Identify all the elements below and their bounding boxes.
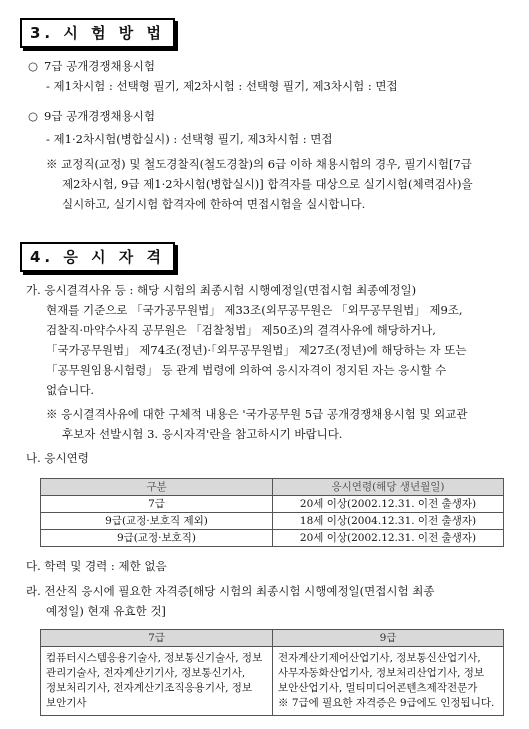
cert-line: 관리기술사, 전자계산기기사, 정보통신기사,	[46, 667, 246, 679]
table-cell	[41, 647, 273, 716]
cert-line: 보안산업기사, 멀티미디어콘텐츠제작전문가	[278, 682, 478, 694]
table-row	[41, 513, 504, 530]
item-9-grade-detail: - 제1·2차시험(병합실시) : 선택형 필기, 제3차시험 : 면접	[46, 132, 333, 146]
table-cell	[273, 647, 504, 716]
table-header-cell: 7급	[41, 630, 273, 647]
table-row	[41, 647, 504, 716]
cert-line: 사무자동화산업기사, 정보처리산업기사, 정보	[278, 667, 485, 679]
ra-line: 예정일) 현재 유효한 것]	[46, 604, 166, 618]
section-4-title: 4. 응 시 자 격	[20, 242, 175, 272]
ga-line: 「국가공무원법」 제74조(정년)·「외무공무원법」 제27조(정년)에 해당하는 자 또는	[46, 343, 467, 357]
table-row	[41, 496, 504, 513]
note-line: 실시하고, 실기시험 합격자에 한하여 면접시험을 실시합니다.	[62, 197, 366, 211]
certificate-table	[40, 629, 504, 716]
table-cell: 9급(교정·보호직)	[41, 530, 273, 547]
ga-note-line: 후보자 선발시험 3. 응시자격'란을 참고하시기 바랍니다.	[62, 427, 343, 441]
item-7-grade-detail: - 제1차시험 : 선택형 필기, 제2차시험 : 선택형 필기, 제3차시험 : 면접	[46, 79, 398, 93]
circle-bullet-icon: ○	[28, 109, 39, 123]
table-header-cell: 9급	[273, 630, 504, 647]
ga-note-line: ※ 응시결격사유에 대한 구체적 내용은 '국가공무원 5급 공개경쟁채용시험 및 외교관	[46, 407, 468, 421]
cert-line: ※ 7급에 필요한 자격증은 9급에도 인정됩니다.	[278, 697, 495, 709]
circle-bullet-icon: ○	[28, 59, 39, 73]
cert-line: 컴퓨터시스템응용기술사, 정보통신기술사, 정보	[46, 652, 263, 664]
table-header-cell: 구분	[41, 479, 273, 496]
ga-line: 현재를 기준으로 「국가공무원법」 제33조(외무공무원은 「외무공무원법」 제9조,	[46, 303, 463, 317]
cert-line: 정보처리기사, 전자계산기조직응용기사, 정보	[46, 682, 253, 694]
cert-line: 전자계산기제어산업기사, 정보통신산업기사,	[278, 652, 481, 664]
na-heading: 나. 응시연령	[26, 451, 89, 465]
ga-line: 검찰직·마약수사직 공무원은 「검찰청법」 제50조)의 결격사유에 해당하거나,	[46, 323, 436, 337]
table-header-row	[41, 630, 504, 647]
section-3-title: 3. 시 험 방 법	[20, 18, 175, 48]
table-header-row	[41, 479, 504, 496]
table-cell: 7급	[41, 496, 273, 513]
table-row	[41, 530, 504, 547]
table-cell: 20세 이상(2002.12.31. 이전 출생자)	[273, 530, 504, 547]
cert-line: 보안기사	[46, 697, 87, 709]
table-cell: 9급(교정·보호직 제외)	[41, 513, 273, 530]
table-header-cell: 응시연령(해당 생년월일)	[273, 479, 504, 496]
table-cell: 20세 이상(2002.12.31. 이전 출생자)	[273, 496, 504, 513]
ra-line: 라. 전산직 응시에 필요한 자격증[해당 시험의 최종시험 시행예정일(면접시험 최종	[26, 584, 435, 598]
ga-line: 「공무원임용시험령」 등 관계 법령에 의하여 응시자격이 정지된 자는 응시할 수	[46, 363, 447, 377]
note-line: 제2차시험, 9급 제1·2차시험(병합실시)] 합격자를 대상으로 실기시험(체력검사)을	[62, 177, 473, 191]
da-line: 다. 학력 및 경력 : 제한 없음	[26, 559, 167, 573]
age-table	[40, 478, 504, 547]
item-9-grade: ○ 9급 공개경쟁채용시험	[28, 109, 155, 123]
ga-line: 가. 응시결격사유 등 : 해당 시험의 최종시험 시행예정일(면접시험 최종예정일)	[26, 283, 417, 297]
ga-line: 없습니다.	[46, 383, 95, 397]
item-7-grade: ○ 7급 공개경쟁채용시험	[28, 59, 155, 73]
note-line: ※ 교정직(교정) 및 철도경찰직(철도경찰)의 6급 이하 채용시험의 경우, 필기시험[7급	[46, 157, 472, 171]
table-cell: 18세 이상(2004.12.31. 이전 출생자)	[273, 513, 504, 530]
